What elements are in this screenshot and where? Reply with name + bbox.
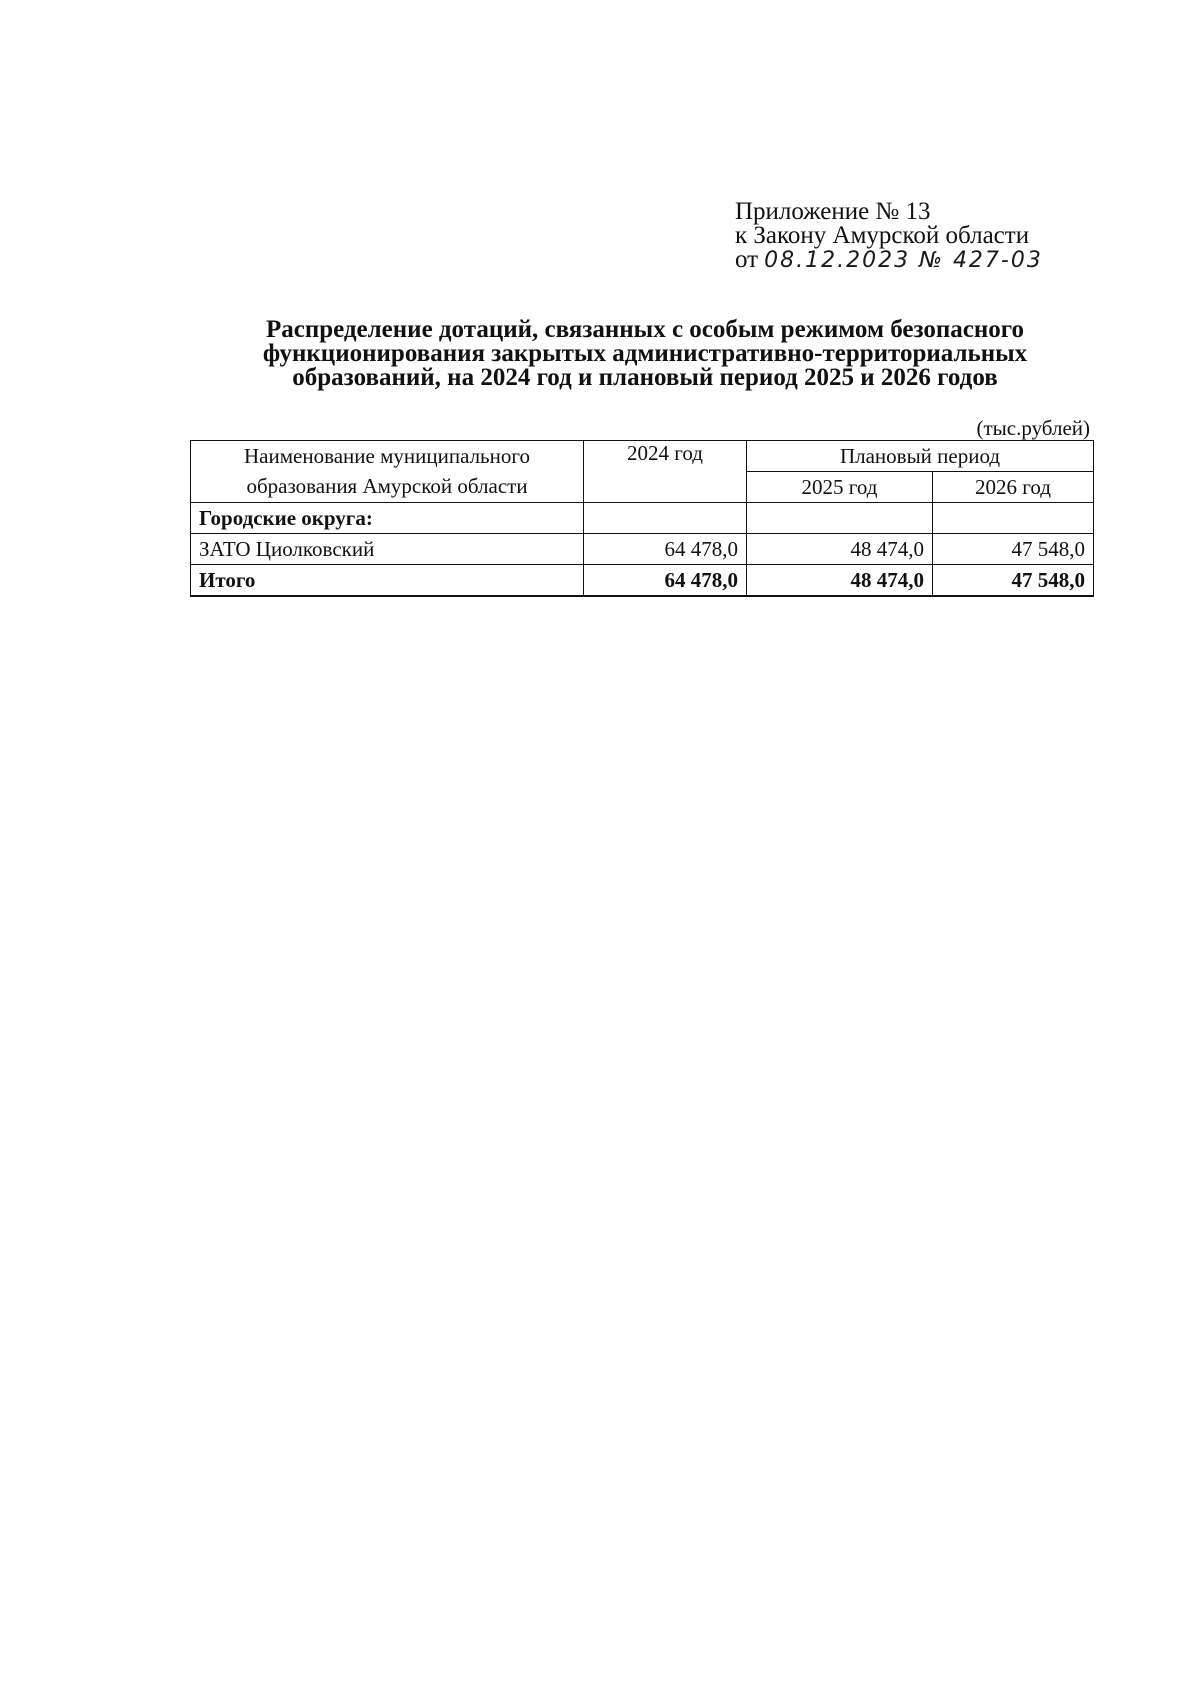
header-year-2024: 2024 год bbox=[584, 441, 747, 503]
appendix-law-ref: к Закону Амурской области bbox=[735, 222, 1030, 249]
section-name: Городские округа: bbox=[191, 503, 584, 534]
table-row bbox=[191, 534, 1094, 565]
header-year-2025: 2025 год bbox=[747, 472, 933, 503]
header-year-2026: 2026 год bbox=[933, 472, 1094, 503]
total-2024: 64 478,0 bbox=[584, 565, 747, 597]
handwritten-date-number: 08.12.2023 № 427-03 bbox=[764, 248, 1043, 273]
value-2025: 48 474,0 bbox=[747, 534, 933, 565]
header-municipality bbox=[191, 441, 584, 503]
header-municipality-line-2: образования Амурской области bbox=[246, 474, 528, 498]
total-label: Итого bbox=[191, 565, 584, 597]
appendix-date-line bbox=[735, 248, 1043, 273]
table-header-row-1 bbox=[191, 441, 1094, 472]
municipality-name: ЗАТО Циолковский bbox=[191, 534, 584, 565]
value-2024: 64 478,0 bbox=[584, 534, 747, 565]
title-line-2: функционирования закрытых административно-территориальных bbox=[262, 340, 1028, 367]
section-2025 bbox=[747, 503, 933, 534]
value-2026: 47 548,0 bbox=[933, 534, 1094, 565]
title-line-1: Распределение дотаций, связанных с особым режимом безопасного bbox=[265, 316, 1025, 343]
table-row-total bbox=[191, 565, 1094, 597]
appendix-number: Приложение № 13 bbox=[735, 198, 931, 225]
appendix-block bbox=[735, 200, 1043, 273]
header-municipality-line-1: Наименование муниципального bbox=[244, 444, 530, 468]
header-plan-period: Плановый период bbox=[747, 441, 1094, 472]
section-2026 bbox=[933, 503, 1094, 534]
appendix-date-prefix: от bbox=[735, 246, 759, 273]
document-title bbox=[190, 318, 1100, 390]
section-2024 bbox=[584, 503, 747, 534]
units-label: (тыс.рублей) bbox=[976, 416, 1090, 440]
total-2026: 47 548,0 bbox=[933, 565, 1094, 597]
title-line-3: образований, на 2024 год и плановый период 2025 и 2026 годов bbox=[292, 364, 998, 391]
total-2025: 48 474,0 bbox=[747, 565, 933, 597]
subsidy-table bbox=[190, 440, 1094, 597]
table-row-section bbox=[191, 503, 1094, 534]
